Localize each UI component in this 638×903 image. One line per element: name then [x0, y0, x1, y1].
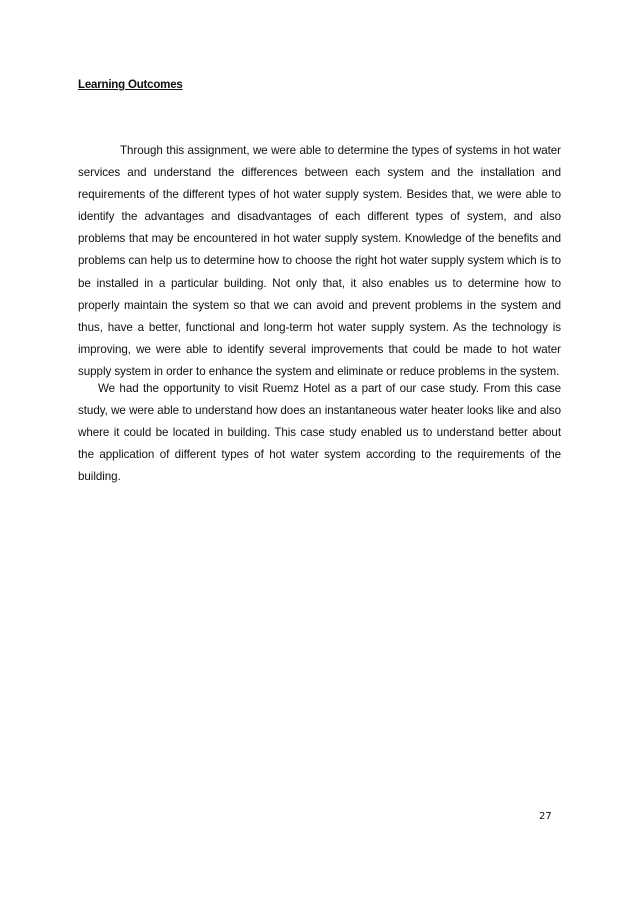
- page-number: 27: [539, 811, 552, 822]
- section-heading: Learning Outcomes: [78, 79, 183, 91]
- paragraph-case-study: We had the opportunity to visit Ruemz Hotel as a part of our case study. From this case study, we were able to understand how does an instantaneous water heater looks like and also where it could be located in building. This case study enabled us to understand better about the application of different types of hot water system according to the requirements of the building.: [78, 382, 561, 484]
- paragraph-learning-outcomes: Through this assignment, we were able to determine the types of systems in hot water services and understand the differences between each system and the installation and requirements of the different types of hot water supply system. Besides that, we were able to identify the advantages and disadvantages of each different types of system, and also problems that may be encountered in hot water supply system. Knowledge of the benefits and problems can help us to determine how to choose the right hot water supply system which is to be installed in a particular building. Not only that, it also enables us to determine how to properly maintain the system so that we can avoid and prevent problems in the system and thus, have a better, functional and long-term hot water supply system. As the technology is improving, we were able to identify several improvements that could be made to hot water supply system in order to enhance the system and eliminate or reduce problems in the system.: [78, 144, 561, 378]
